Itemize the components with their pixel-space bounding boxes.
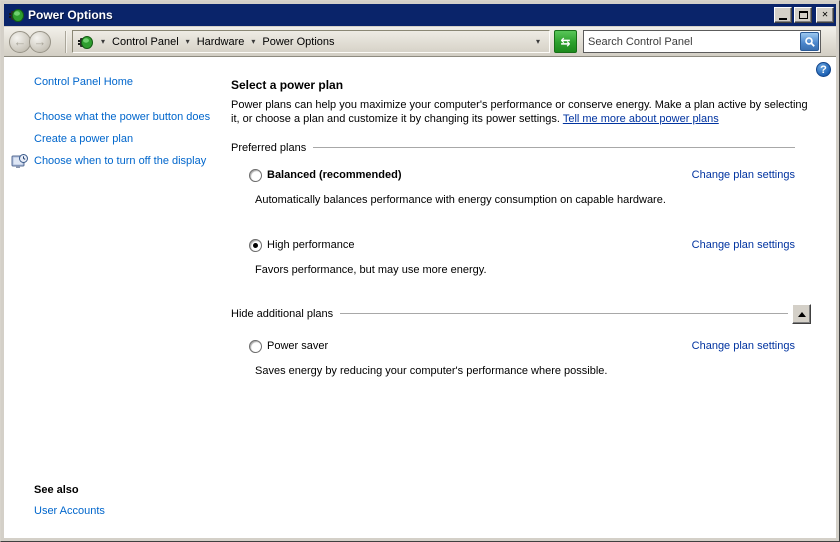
search-input[interactable] — [588, 36, 800, 48]
page-title: Select a power plan — [231, 78, 344, 92]
tell-me-more-link[interactable]: Tell me more about power plans — [562, 112, 719, 125]
collapse-plans-button[interactable] — [792, 304, 811, 324]
balanced-radio[interactable] — [249, 169, 262, 182]
back-arrow-icon: ← — [13, 34, 27, 49]
plan-row-power-saver — [249, 340, 795, 353]
minimize-icon — [779, 18, 787, 20]
hide-additional-plans-label[interactable]: Hide additional plans — [231, 308, 334, 320]
sidebar-item-create-power-plan[interactable]: Create a power plan — [34, 133, 134, 145]
sidebar — [4, 57, 224, 538]
plan-row-high-performance — [249, 239, 795, 252]
close-icon: ✕ — [821, 9, 829, 20]
chevron-down-icon[interactable]: ▾ — [185, 37, 190, 46]
minimize-button[interactable] — [774, 7, 792, 23]
title-bar[interactable] — [4, 4, 836, 26]
user-accounts-link[interactable]: User Accounts — [34, 505, 105, 517]
power-saver-radio[interactable] — [249, 340, 262, 353]
content-area — [4, 57, 836, 538]
intro-text: Power plans can help you maximize your computer's performance or conserve energy. Make a plan active by selecting it, or choose a plan and customize it by changing its power settings. — [231, 99, 808, 125]
maximize-icon — [799, 11, 808, 19]
high-performance-plan-label[interactable]: High performance — [267, 239, 355, 251]
balanced-plan-description: Automatically balances performance with energy consumption on capable hardware. — [255, 194, 666, 206]
power-saver-plan-label[interactable]: Power saver — [267, 340, 329, 352]
chevron-down-icon[interactable]: ▾ — [251, 37, 256, 46]
close-button[interactable] — [816, 7, 834, 23]
breadcrumb-power-options[interactable]: Power Options — [262, 35, 335, 48]
main-pane — [231, 57, 811, 538]
search-box[interactable] — [583, 30, 821, 53]
search-button[interactable] — [800, 32, 819, 51]
change-plan-settings-link-power-saver[interactable]: Change plan settings — [691, 340, 795, 352]
sidebar-item-label: Choose when to turn off the display — [34, 155, 207, 167]
breadcrumb-control-panel[interactable]: Control Panel — [112, 35, 179, 48]
change-plan-settings-link-balanced[interactable]: Change plan settings — [691, 169, 795, 181]
preferred-plans-group — [231, 142, 811, 154]
display-clock-icon — [11, 154, 28, 170]
question-mark-icon: ? — [820, 64, 827, 76]
high-performance-plan-description: Favors performance, but may use more energy. — [255, 264, 487, 276]
address-breadcrumb-bar[interactable] — [72, 30, 550, 53]
power-options-app-icon — [8, 7, 24, 23]
navigation-bar — [4, 27, 836, 57]
high-performance-radio[interactable] — [249, 239, 262, 252]
help-button[interactable] — [816, 62, 831, 77]
maximize-button[interactable] — [794, 7, 812, 23]
intro-paragraph — [231, 99, 819, 126]
sidebar-item-turn-off-display[interactable] — [34, 155, 224, 168]
refresh-button[interactable] — [554, 30, 577, 53]
plan-row-balanced — [249, 169, 795, 182]
forward-arrow-icon: → — [33, 34, 47, 49]
hide-additional-plans-group — [231, 304, 811, 324]
group-divider-line — [313, 147, 795, 149]
balanced-plan-label[interactable]: Balanced (recommended) — [267, 169, 402, 181]
chevron-up-icon — [798, 312, 806, 317]
refresh-icon: ⇆ — [560, 34, 571, 49]
window-title: Power Options — [28, 8, 113, 22]
change-plan-settings-link-high-performance[interactable]: Change plan settings — [691, 239, 795, 251]
forward-button[interactable] — [29, 31, 51, 53]
see-also-section — [34, 484, 105, 517]
toolbar-separator — [65, 31, 67, 53]
sidebar-item-control-panel-home[interactable]: Control Panel Home — [34, 76, 134, 88]
search-icon — [804, 36, 816, 48]
power-options-breadcrumb-icon — [77, 34, 93, 50]
chevron-down-icon[interactable]: ▾ — [101, 37, 106, 46]
breadcrumb-hardware[interactable]: Hardware — [196, 35, 245, 48]
group-divider-line — [340, 313, 788, 315]
see-also-heading: See also — [34, 484, 79, 496]
power-saver-plan-description: Saves energy by reducing your computer's performance where possible. — [255, 365, 608, 377]
sidebar-item-power-button[interactable]: Choose what the power button does — [34, 111, 211, 123]
back-button[interactable] — [9, 31, 31, 53]
preferred-plans-label: Preferred plans — [231, 142, 307, 154]
address-dropdown-chevron-icon[interactable]: ▾ — [535, 37, 540, 46]
